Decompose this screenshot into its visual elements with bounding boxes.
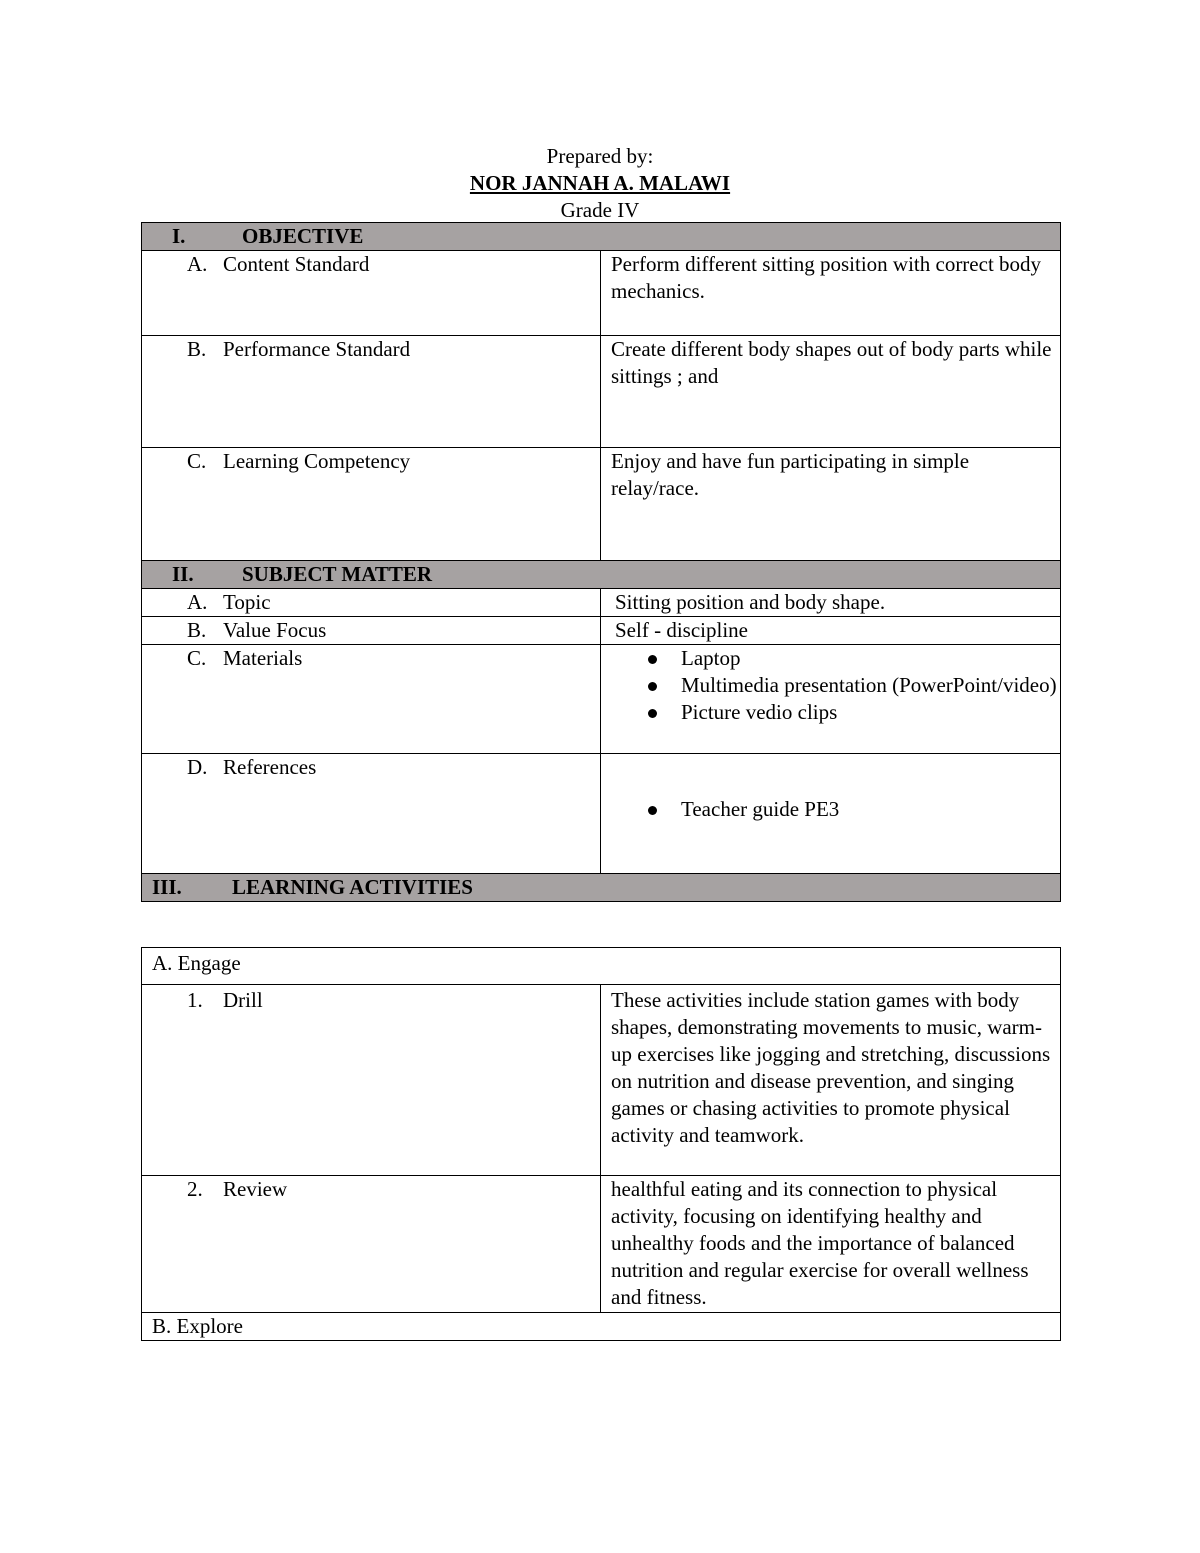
section-number: II. bbox=[172, 562, 194, 586]
row-letter: A. bbox=[187, 252, 208, 276]
row-materials bbox=[142, 645, 1061, 754]
row-letter: B. bbox=[187, 618, 207, 642]
author-name: NOR JANNAH A. MALAWI bbox=[469, 171, 731, 195]
row-letter: B. bbox=[187, 337, 207, 361]
row-letter: C. bbox=[187, 449, 207, 473]
row-topic bbox=[142, 589, 1061, 617]
row-letter: C. bbox=[187, 646, 207, 670]
list-item: Laptop bbox=[681, 645, 1060, 672]
list-item: Multimedia presentation (PowerPoint/video) bbox=[681, 672, 1060, 699]
row-learning-competency bbox=[142, 448, 1061, 561]
section-number: III. bbox=[152, 875, 182, 899]
engage-label: A. Engage bbox=[142, 948, 1061, 985]
section-subject-matter bbox=[142, 561, 1061, 589]
prepared-by-label: Prepared by: bbox=[546, 144, 654, 168]
references-list bbox=[601, 796, 1060, 823]
row-value: These activities include station games with body shapes, demonstrating movements to music, warm-up exercises like jogging and stretching, discussions on nutrition and disease prevention, and singing games or chasing activities to promote physical activity and teamwork. bbox=[601, 985, 1061, 1176]
row-references bbox=[142, 754, 1061, 874]
grade-level: Grade IV bbox=[560, 198, 640, 222]
activities-table bbox=[141, 947, 1061, 1341]
materials-list-cell bbox=[601, 645, 1061, 754]
row-letter: D. bbox=[187, 755, 208, 779]
row-label: Content Standard bbox=[223, 252, 370, 276]
row-label: Review bbox=[223, 1177, 288, 1201]
lesson-plan-table bbox=[141, 222, 1061, 902]
row-value-focus bbox=[142, 617, 1061, 645]
row-value: Create different body shapes out of body parts while sittings ; and bbox=[601, 336, 1061, 448]
row-label: References bbox=[223, 755, 317, 779]
row-letter: A. bbox=[187, 590, 208, 614]
row-explore bbox=[142, 1313, 1061, 1341]
section-learning-activities bbox=[142, 874, 1061, 902]
row-label: Learning Competency bbox=[223, 449, 411, 473]
row-number: 1. bbox=[187, 988, 203, 1012]
row-label: Drill bbox=[223, 988, 263, 1012]
row-drill bbox=[142, 985, 1061, 1176]
row-engage bbox=[142, 948, 1061, 985]
row-label: Performance Standard bbox=[223, 337, 411, 361]
section-number: I. bbox=[172, 224, 186, 248]
row-review bbox=[142, 1176, 1061, 1313]
row-number: 2. bbox=[187, 1177, 203, 1201]
section-title: LEARNING ACTIVITIES bbox=[232, 875, 473, 899]
row-value: Self - discipline bbox=[601, 617, 1061, 645]
section-title: SUBJECT MATTER bbox=[242, 562, 433, 586]
explore-label: B. Explore bbox=[142, 1313, 1061, 1341]
row-value: healthful eating and its connection to physical activity, focusing on identifying healthy and unhealthy foods and the importance of balanced nutrition and regular exercise for overall wellness and fitness. bbox=[601, 1176, 1061, 1313]
row-label: Materials bbox=[223, 646, 303, 670]
row-performance-standard bbox=[142, 336, 1061, 448]
section-title: OBJECTIVE bbox=[242, 224, 364, 248]
list-item: Teacher guide PE3 bbox=[681, 796, 1060, 823]
row-label: Value Focus bbox=[223, 618, 327, 642]
row-value: Perform different sitting position with correct body mechanics. bbox=[601, 251, 1061, 336]
references-list-cell bbox=[601, 754, 1061, 874]
section-objective bbox=[142, 223, 1061, 251]
row-value: Enjoy and have fun participating in simple relay/race. bbox=[601, 448, 1061, 561]
materials-list bbox=[601, 645, 1060, 726]
row-label: Topic bbox=[223, 590, 271, 614]
row-value: Sitting position and body shape. bbox=[601, 589, 1061, 617]
list-item: Picture vedio clips bbox=[681, 699, 1060, 726]
row-content-standard bbox=[142, 251, 1061, 336]
